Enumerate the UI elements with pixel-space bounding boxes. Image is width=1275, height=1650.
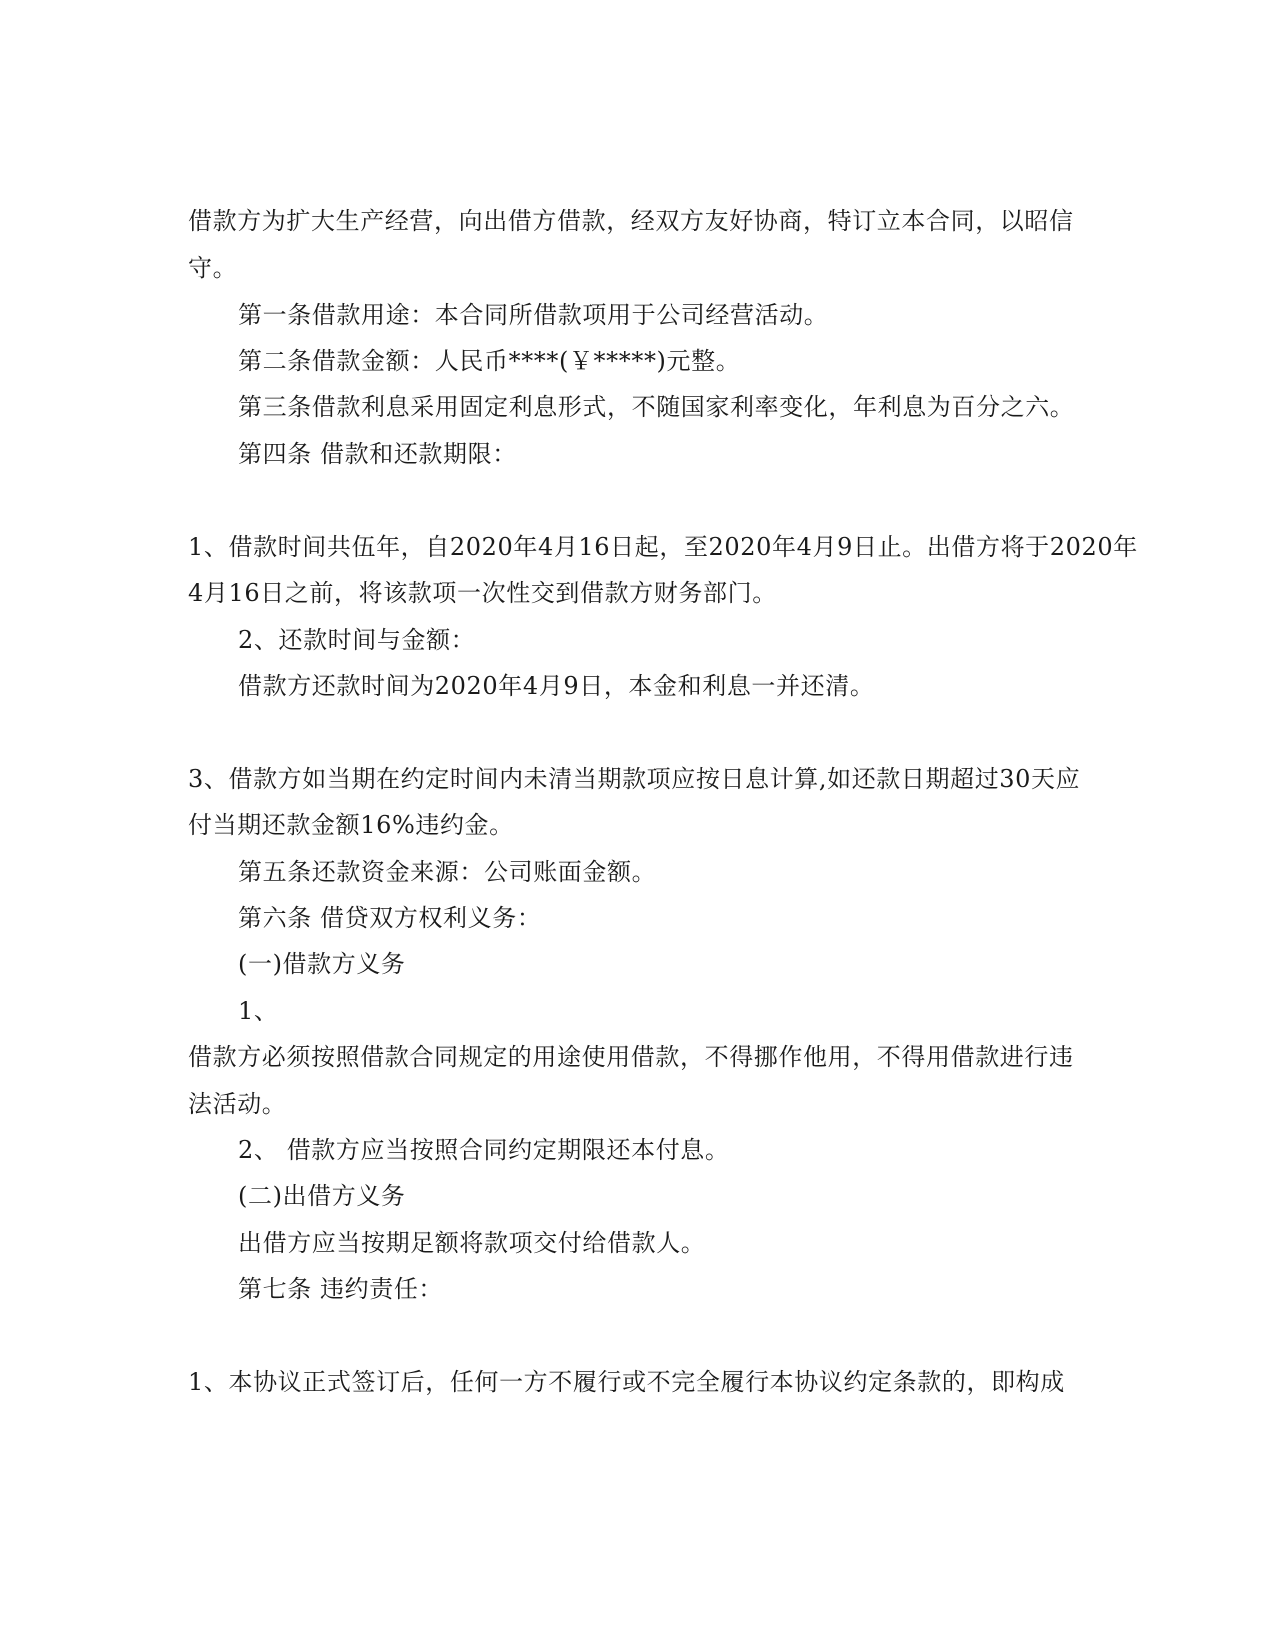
borrower-duty-1-number: 1、	[238, 997, 279, 1025]
article-2: 第二条借款金额：人民币****(￥*****)元整。	[238, 347, 741, 375]
term-3-line-1: 3、借款方如当期在约定时间内未清当期款项应按日息计算,如还款日期超过30天应	[188, 765, 1081, 793]
article-1: 第一条借款用途：本合同所借款项用于公司经营活动。	[238, 301, 829, 329]
borrower-duty-2: 2、 借款方应当按照合同约定期限还本付息。	[238, 1136, 730, 1164]
borrower-duty-1-line-1: 借款方必须按照借款合同规定的用途使用借款，不得挪作他用，不得用借款进行违	[188, 1043, 1074, 1071]
preamble-line-1: 借款方为扩大生产经营，向出借方借款，经双方友好协商，特订立本合同，以昭信	[188, 207, 1074, 235]
article-6-heading: 第六条 借贷双方权利义务：	[238, 904, 542, 932]
article-4-heading: 第四条 借款和还款期限：	[238, 440, 517, 468]
article-3: 第三条借款利息采用固定利息形式，不随国家利率变化，年利息为百分之六。	[238, 393, 1075, 421]
term-2-body: 借款方还款时间为2020年4月9日，本金和利息一并还清。	[238, 672, 875, 700]
lender-duties-heading: (二)出借方义务	[238, 1182, 406, 1210]
lender-duty-body: 出借方应当按期足额将款项交付给借款人。	[238, 1229, 706, 1257]
article-5: 第五条还款资金来源：公司账面金额。	[238, 858, 657, 886]
term-3-line-2: 付当期还款金额16%违约金。	[188, 811, 514, 839]
term-2-heading: 2、还款时间与金额：	[238, 626, 476, 654]
term-1-line-2: 4月16日之前，将该款项一次性交到借款方财务部门。	[188, 579, 777, 607]
borrower-duty-1-line-2: 法活动。	[188, 1090, 287, 1118]
liability-1-line-1: 1、本协议正式签订后，任何一方不履行或不完全履行本协议约定条款的，即构成	[188, 1368, 1065, 1396]
article-7-heading: 第七条 违约责任：	[238, 1275, 444, 1303]
borrower-duties-heading: (一)借款方义务	[238, 950, 406, 978]
term-1-line-1: 1、借款时间共伍年，自2020年4月16日起，至2020年4月9日止。出借方将于2020年	[188, 533, 1138, 561]
preamble-line-2: 守。	[188, 254, 238, 282]
